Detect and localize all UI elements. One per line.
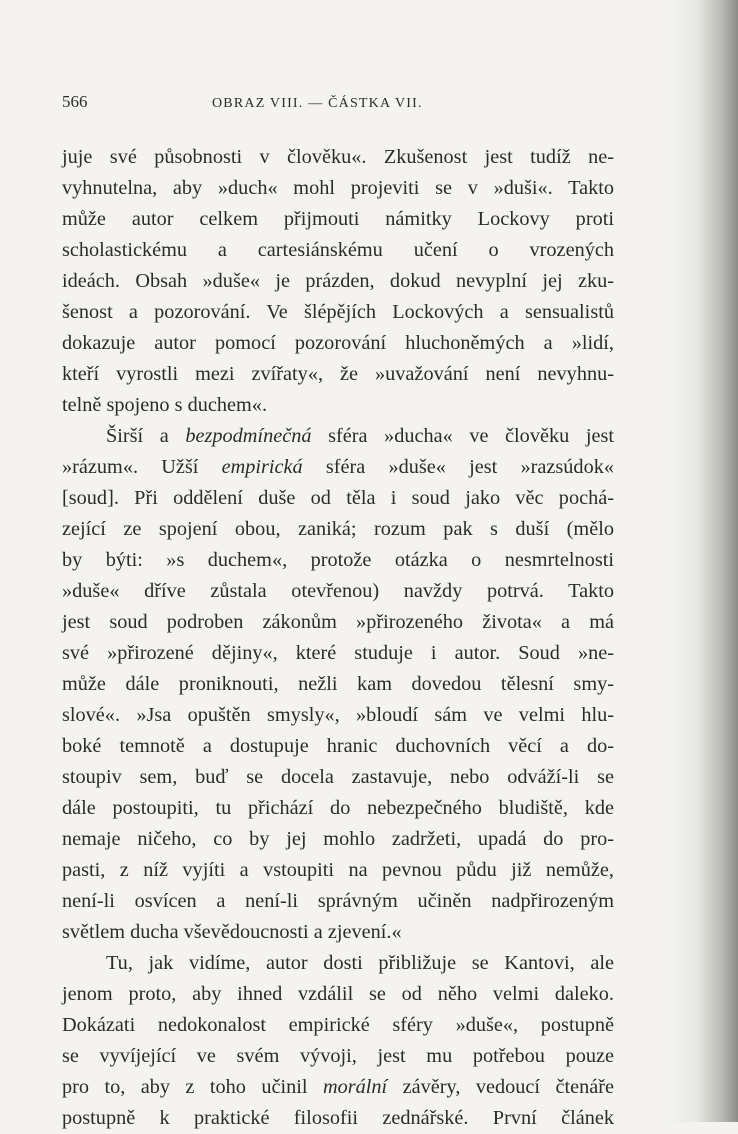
- text-line: může autor celkem přijmouti námitky Lockovy proti: [62, 208, 614, 230]
- text-span: sféra »ducha« ve člověku jest: [311, 425, 614, 447]
- text-line: šenost a pozorování. Ve šlépějích Lockových a sensualistů: [62, 301, 614, 323]
- text-line: není-li osvícen a není-li správným učiněn nadpřirozeným: [62, 890, 614, 912]
- text-line: pasti, z níž vyjíti a vstoupiti na pevnou půdu již nemůže,: [62, 859, 614, 881]
- text-span: sféra »duše« jest »razsúdok«: [302, 456, 614, 478]
- body-text: [62, 142, 614, 1134]
- text-line: by býti: »s duchem«, protože otázka o nesmrtelnosti: [62, 549, 614, 571]
- page-edge-shadow: [668, 0, 738, 1122]
- text-line: scholastickému a cartesiánskému učení o vrozených: [62, 239, 614, 261]
- text-line: [62, 421, 614, 452]
- text-line: Dokázati nedokonalost empirické sféry »duše«, postupně: [62, 1014, 614, 1036]
- page-header: [62, 92, 614, 122]
- text-line: může dále proniknouti, nežli kam dovedou tělesní smy-: [62, 673, 614, 695]
- text-line: postupně k praktické filosofii zednářské. První článek: [62, 1107, 614, 1129]
- text-line: své »přirozené dějiny«, které studuje i autor. Soud »ne-: [62, 642, 614, 664]
- text-line: nemaje ničeho, co by jej mohlo zadržeti, upadá do pro-: [62, 828, 614, 850]
- text-line: dokazuje autor pomocí pozorování hluchoněmých a »lidí,: [62, 332, 614, 354]
- text-line: juje své působnosti v člověku«. Zkušenost jest tudíž ne-: [62, 146, 614, 168]
- text-line: ideách. Obsah »duše« je prázden, dokud nevyplní jej zku-: [62, 270, 614, 292]
- text-line: dále postoupiti, tu přichází do nebezpečného bludiště, kde: [62, 797, 614, 819]
- text-line: se vyvíjející ve svém vývoji, jest mu potřebou pouze: [62, 1045, 614, 1067]
- emphasis: bezpodmínečná: [185, 425, 312, 447]
- paragraph-end-line: světlem ducha vševědoucnosti a zjevení.«: [62, 921, 402, 943]
- text-line: jest soud podroben zákonům »přirozeného života« a má: [62, 611, 614, 633]
- text-line: kteří vyrostli mezi zvířaty«, že »uvažování není nevyhnu-: [62, 363, 614, 385]
- text-line: zející ze spojení obou, zaniká; rozum pak s duší (mělo: [62, 518, 614, 540]
- text-line: Tu, jak vidíme, autor dosti přibližuje se Kantovi, ale: [106, 952, 614, 974]
- text-span: pro to, aby z toho učinil: [62, 1076, 323, 1098]
- text-line: slové«. »Jsa opuštěn smysly«, »bloudí sám ve velmi hlu-: [62, 704, 614, 726]
- emphasis: morální: [322, 1076, 388, 1098]
- running-head: OBRAZ VIII. — ČÁSTKA VII.: [212, 96, 423, 111]
- paragraph-end-line: telně spojeno s duchem«.: [62, 394, 268, 416]
- text-span: Širší a: [106, 425, 186, 447]
- text-line: stoupiv sem, buď se docela zastavuje, nebo odváží-li se: [62, 766, 614, 788]
- text-span: závěry, vedoucí čtenáře: [387, 1076, 614, 1098]
- text-line: vyhnutelna, aby »duch« mohl projeviti se v »duši«. Takto: [62, 177, 614, 199]
- text-line: jenom proto, aby ihned vzdálil se od něho velmi daleko.: [62, 983, 614, 1005]
- text-line: »duše« dříve zůstala otevřenou) navždy potrvá. Takto: [62, 580, 614, 602]
- text-span: »rázum«. Užší: [62, 456, 222, 478]
- text-line: boké temnotě a dostupuje hranic duchovních věcí a do-: [62, 735, 614, 757]
- text-line: [soud]. Při oddělení duše od těla i soud jako věc pochá-: [62, 487, 614, 509]
- emphasis: empirická: [221, 456, 303, 478]
- text-line: [62, 452, 614, 483]
- text-line: [62, 1072, 614, 1103]
- page-number: 566: [62, 92, 88, 111]
